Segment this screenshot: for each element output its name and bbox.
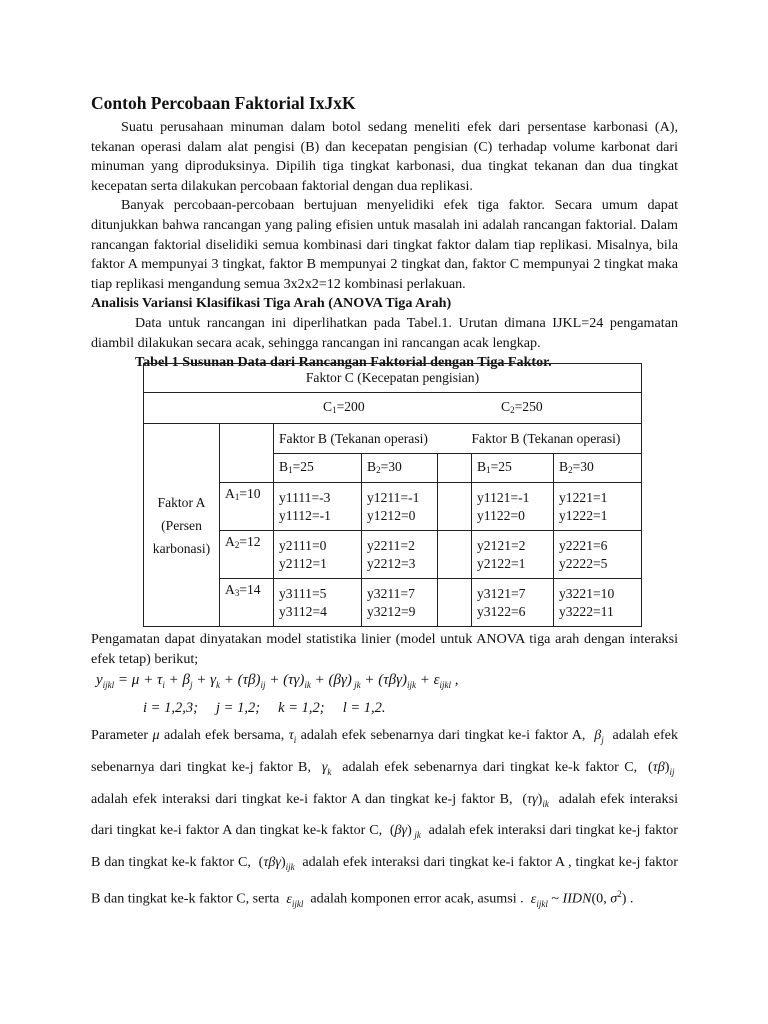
c2-label: $C_2=250$ (501, 398, 543, 415)
faktor-b-c1: Faktor B (Tekanan operasi) (274, 424, 472, 454)
table-row-a1: $A_1=10$ y1111=-3 y1112=-1 y1211=-1 y1212=0 y1121=-1 y1122=0 y1221=1 y1222=1 (144, 483, 642, 531)
faktor-b-c2: Faktor B (Tekanan operasi) (472, 424, 642, 454)
paragraph-2: Banyak percobaan-percobaan bertujuan menyelidiki efek tiga faktor. Secara umum dapat ditunjukkan bahwa rancangan yang paling efisien untuk masalah ini adalah rancangan faktorial. Dalam rancangan faktorial diselidiki semua kombinasi dari tingkat faktor dalam tiap replikasi. Misalnya, bila faktor A mempunyai 3 tingkat, faktor B mempunyai 2 tingkat dan, faktor C mempunyai 2 tingkat maka tiap replikasi mengandung semua 3x2x2=12 kombinasi perlakuan. (91, 197, 678, 292)
parameter-description: Parameter μ adalah efek bersama, $\tau_i$ adalah efek sebenarnya dari tingkat ke-i faktor A, $\beta_j$ adalah efek sebenarnya dari tingkat ke-j faktor B, $\gamma_k$ adalah efek sebenarnya dari tingkat ke-k faktor C, $(\tau\beta)_{ij}$ adalah efek interaksi dari tingkat ke-i faktor A dan tingkat ke-j faktor B, $(\tau\gamma)_{ik}$ adalah efek interaksi dari tingkat ke-i faktor A dan tingkat ke-k faktor C, (βγ) $_{jk}$ adalah efek interaksi dari tingkat ke-j faktor B dan tingkat ke-k faktor C, $(\tau\beta\gamma)_{ijk}$ adalah efek interaksi dari tingkat ke-i faktor A , tingkat ke-j faktor B dan tingkat ke-k faktor C, serta $\varepsilon_{ijkl}$ adalah komponen error acak, asumsi . $\varepsilon_{ijkl}$ ~ IIDN(0, $\sigma^2$) . (91, 727, 679, 909)
c1-label: $C_1=200$ (323, 398, 365, 415)
table-row-a2: $A_2=12$ y2111=0 y2112=1 y2211=2 y2212=3 y2121=2 y2122=1 y2221=6 y2222=5 (144, 531, 642, 579)
data-table (143, 363, 642, 627)
b1-c1: $B_1=25$ (274, 454, 362, 483)
c-levels-row (144, 393, 642, 424)
paragraph-4: Pengamatan dapat dinyatakan model statistika linier (model untuk ANOVA tiga arah dengan interaksi efek tetap) berikut; (91, 631, 678, 667)
faktor-a-label: Faktor A (157, 494, 206, 510)
faktor-a-header (144, 424, 220, 627)
page-title: Contoh Percobaan Faktorial IxJxK (91, 93, 356, 113)
paragraph-1: Suatu perusahaan minuman dalam botol sedang meneliti efek dari persentase karbonasi (A), tekanan operasi dalam alat pengisi (B) dan kecepatan pengisian (C) terhadap volume karbonat dari minuman yang diproduksinya. Dipilih tiga tingkat karbonasi, dua tingkat tekanan dan dua tingkat kecepatan serta dilakukan percobaan faktorial dengan dua replikasi. (91, 119, 678, 194)
b1-c2: $B_1=25$ (472, 454, 554, 483)
b2-c1: $B_2=30$ (362, 454, 438, 483)
paragraph-3: Data untuk rancangan ini diperlihatkan pada Tabel.1. Urutan dimana IJKL=24 pengamatan diambil dilakukan secara acak, sehingga rancangan ini rancangan acak lengkap. (91, 314, 678, 351)
b2-c2: $B_2=30$ (554, 454, 642, 483)
model-equation: $y_{ijkl} = \mu + \tau_i + \beta_j + \gamma_k + (\tau\beta)_{ij} + (\tau\gamma)_{ik} + (\beta\gamma) _{jk} + (\tau\beta\gamma)_{ijk} + \varepsilon_{ijkl}$ , (96, 672, 459, 690)
index-ranges: i = 1,2,3; j = 1,2; k = 1,2; l = 1,2. (143, 700, 386, 716)
header-faktor-c: Faktor C (Kecepatan pengisian) (144, 364, 642, 393)
table-row-a3: $A_3=14$ y3111=5 y3112=4 y3211=7 y3212=9 y3121=7 y3122=6 y3221=10 y3222=11 (144, 579, 642, 627)
faktor-a-desc: (Persen karbonasi) (152, 517, 211, 556)
table-caption: Tabel 1 Susunan Data dari Rancangan Faktorial dengan Tiga Faktor. (135, 354, 552, 371)
section-heading-anova: Analisis Variansi Klasifikasi Tiga Arah (ANOVA Tiga Arah) (91, 295, 452, 312)
document-body (91, 92, 678, 373)
empty-cell (220, 424, 274, 483)
